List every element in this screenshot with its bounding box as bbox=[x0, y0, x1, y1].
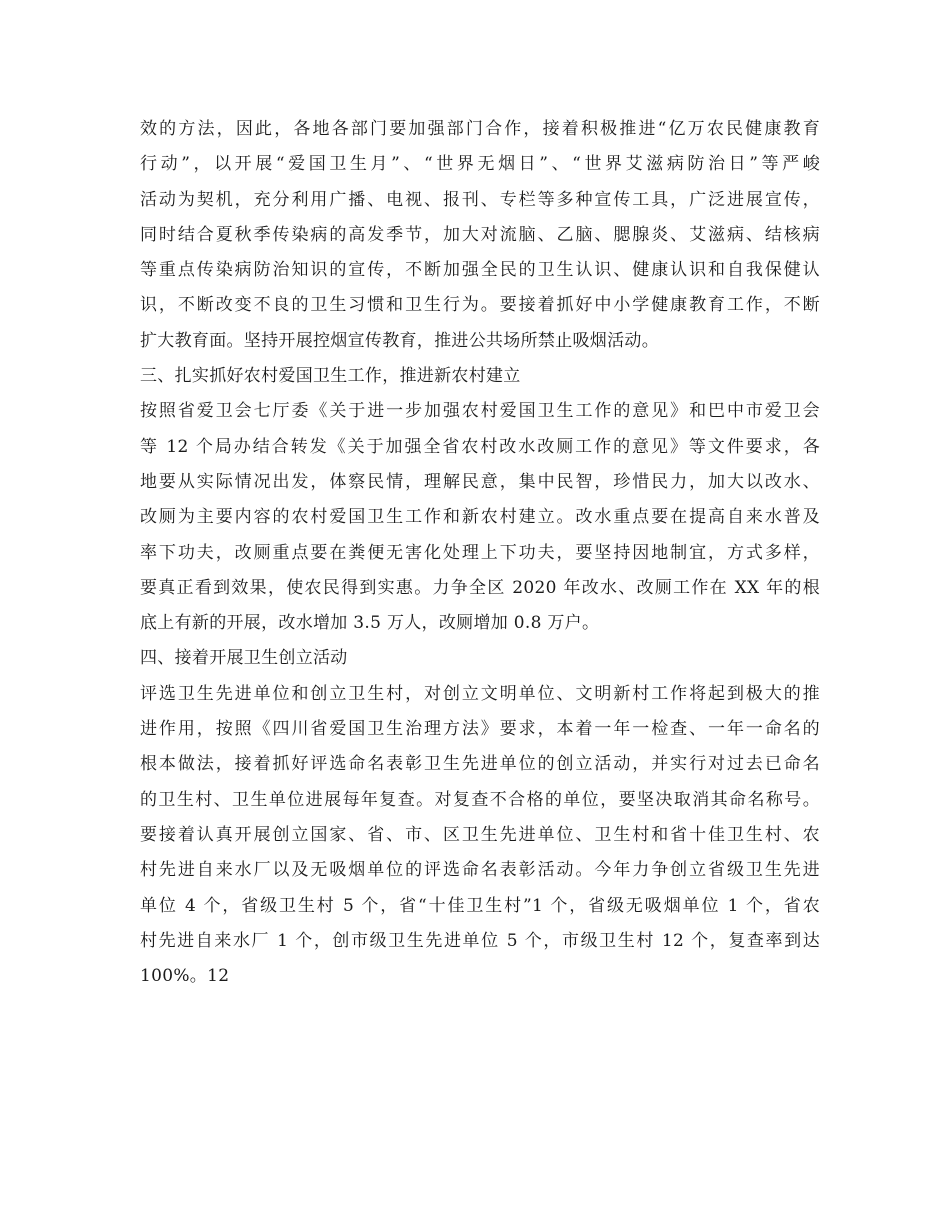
text-line: 活动为契机，充分利用广播、电视、报刊、专栏等多种宣传工具，广泛进展宣传， bbox=[140, 189, 820, 210]
text-line: 按照省爱卫会七厅委《关于进一步加强农村爱国卫生工作的意见》和巴中市爱卫会 bbox=[140, 401, 820, 422]
text-line: 要真正看到效果，使农民得到实惠。力争全区 2020 年改水、改厕工作在 XX 年的根 bbox=[140, 577, 820, 598]
text-line: 100%。12 bbox=[140, 966, 230, 987]
text-line: 效的方法，因此，各地各部门要加强部门合作，接着积极推进“亿万农民健康教育 bbox=[140, 119, 820, 139]
text-line: 识，不断改变不良的卫生习惯和卫生行为。要接着抓好中小学健康教育工作，不断 bbox=[140, 295, 820, 316]
text-line: 行动”，以开展“爱国卫生月”、“世界无烟日”、“世界艾滋病防治日”等严峻 bbox=[140, 154, 820, 175]
document-body bbox=[140, 112, 820, 994]
text-line: 改厕为主要内容的农村爱国卫生工作和新农村建立。改水重点要在提高自来水普及 bbox=[140, 507, 820, 528]
section-heading: 四、接着开展卫生创立活动 bbox=[140, 648, 348, 669]
text-line: 进作用，按照《四川省爱国卫生治理方法》要求，本着一年一检查、一年一命名的 bbox=[140, 719, 820, 740]
paragraph-health-education bbox=[140, 112, 820, 359]
text-line: 村先进自来水厂以及无吸烟单位的评选命名表彰活动。今年力争创立省级卫生先进 bbox=[140, 860, 820, 881]
text-line: 要接着认真开展创立国家、省、市、区卫生先进单位、卫生村和省十佳卫生村、农 bbox=[140, 824, 820, 845]
text-line: 地要从实际情况出发，体察民情，理解民意，集中民智，珍惜民力，加大以改水、 bbox=[140, 471, 820, 492]
paragraph-sanitation-campaign bbox=[140, 677, 820, 995]
text-line: 单位 4 个，省级卫生村 5 个，省“十佳卫生村”1 个，省级无吸烟单位 1 个，省农 bbox=[140, 895, 820, 916]
text-line: 根本做法，接着抓好评选命名表彰卫生先进单位的创立活动，并实行对过去已命名 bbox=[140, 754, 820, 775]
text-line: 等 12 个局办结合转发《关于加强全省农村改水改厕工作的意见》等文件要求，各 bbox=[140, 436, 820, 457]
text-line: 扩大教育面。坚持开展控烟宣传教育，推进公共场所禁止吸烟活动。 bbox=[140, 330, 659, 351]
paragraph-rural-sanitation bbox=[140, 394, 820, 641]
section-heading-sanitation-campaign bbox=[140, 641, 820, 676]
text-line: 同时结合夏秋季传染病的高发季节，加大对流脑、乙脑、腮腺炎、艾滋病、结核病 bbox=[140, 224, 820, 245]
section-heading-rural-sanitation bbox=[140, 359, 820, 394]
text-line: 率下功夫，改厕重点要在粪便无害化处理上下功夫，要坚持因地制宜，方式多样， bbox=[140, 542, 820, 563]
text-line: 村先进自来水厂 1 个，创市级卫生先进单位 5 个，市级卫生村 12 个，复查率到达 bbox=[140, 930, 820, 951]
text-line: 底上有新的开展，改水增加 3.5 万人，改厕增加 0.8 万户。 bbox=[140, 613, 600, 634]
section-heading: 三、扎实抓好农村爱国卫生工作，推进新农村建立 bbox=[140, 366, 521, 387]
text-line: 等重点传染病防治知识的宣传，不断加强全民的卫生认识、健康认识和自我保健认 bbox=[140, 260, 820, 281]
text-line: 的卫生村、卫生单位进展每年复查。对复查不合格的单位，要坚决取消其命名称号。 bbox=[140, 789, 820, 810]
text-line: 评选卫生先进单位和创立卫生村，对创立文明单位、文明新村工作将起到极大的推 bbox=[140, 683, 820, 704]
